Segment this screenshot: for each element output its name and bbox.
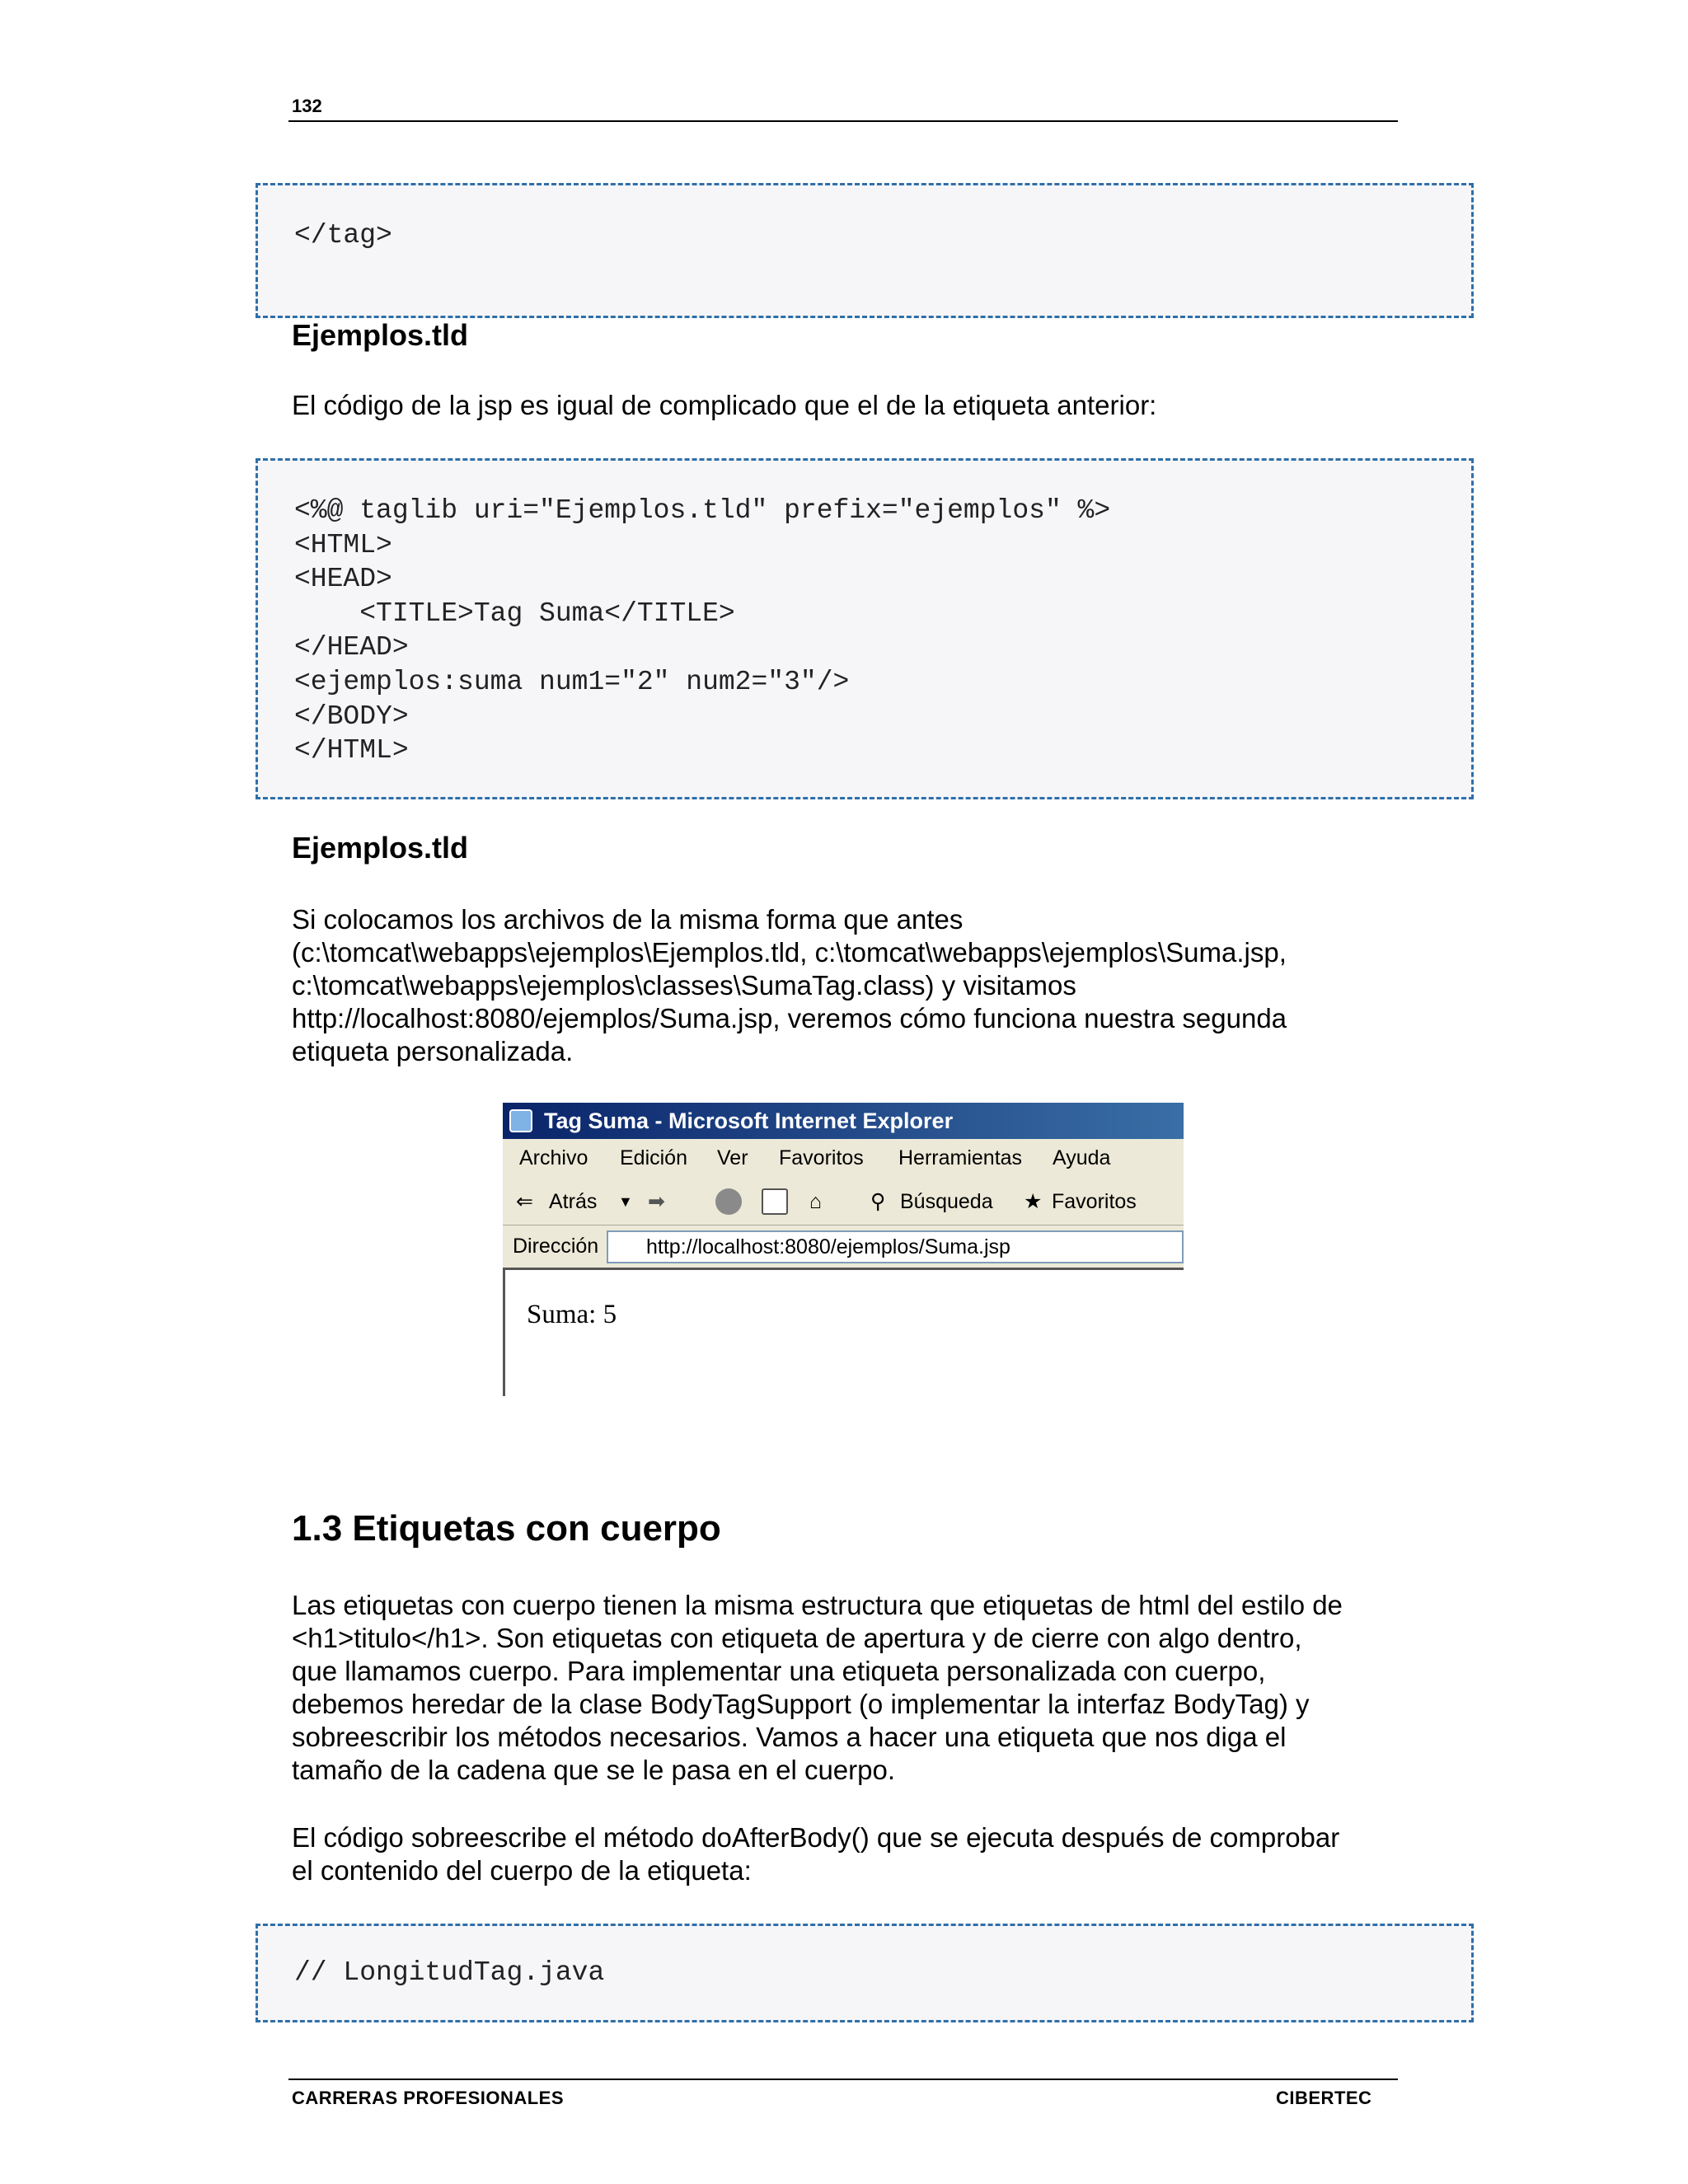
refresh-icon[interactable]	[762, 1188, 788, 1215]
footer-right: CIBERTEC	[1276, 2088, 1372, 2108]
paragraph-doafterbody: El código sobreescribe el método doAfterBody() que se ejecuta después de comprobar el contenido del cuerpo de la etiqueta:	[292, 1822, 1340, 1886]
result-text: Suma: 5	[527, 1300, 617, 1329]
page-number: 132	[292, 96, 322, 116]
heading-ejemplos-tld-2: Ejemplos.tld	[292, 831, 469, 865]
stop-icon[interactable]	[715, 1188, 742, 1215]
browser-title: Tag Suma - Microsoft Internet Explorer	[544, 1108, 954, 1133]
favorites-icon[interactable]: ★	[1024, 1190, 1043, 1213]
section-title: 1.3 Etiquetas con cuerpo	[292, 1508, 721, 1549]
paragraph-body-tags: Las etiquetas con cuerpo tienen la misma estructura que etiquetas de html del estilo de <h1>titulo</h1>. Son etiquetas con etiqueta de apertura y de cierre con algo dentro, que llamamos cuerpo. Para implementar una etiqueta personalizada con cuerpo, debemos heredar de la clase BodyTagSupport (o implementar la interfaz BodyTag) y sobreescribir los métodos necesarios. Vamos a hacer una etiqueta que nos diga el tamaño de la cadena que se le pasa en el cuerpo.	[292, 1590, 1343, 1785]
back-arrow-icon[interactable]: ⇐	[516, 1190, 533, 1213]
heading-ejemplos-tld-1: Ejemplos.tld	[292, 318, 469, 352]
browser-screenshot	[503, 1103, 1184, 1396]
menu-favoritos[interactable]: Favoritos	[779, 1146, 864, 1169]
menu-herramientas[interactable]: Herramientas	[898, 1146, 1023, 1169]
code-block-tag-close	[256, 183, 1474, 318]
header-rule	[288, 120, 1398, 122]
dropdown-arrow-icon[interactable]: ▼	[618, 1193, 633, 1210]
code-block-longitud	[256, 1924, 1474, 2022]
forward-arrow-icon[interactable]: ➡	[648, 1190, 665, 1213]
address-label: Dirección	[513, 1235, 599, 1258]
back-button-label[interactable]: Atrás	[549, 1190, 598, 1213]
paragraph-file-placement: Si colocamos los archivos de la misma forma que antes (c:\tomcat\webapps\ejemplos\Ejemplos.tld, c:\tomcat\webapps\ejemplos\Suma.jsp, c:\tomcat\webapps\ejemplos\classes\SumaTag.class) y visitamos http://localhost:8080/ejemplos/Suma.jsp, veremos cómo funciona nuestra segunda etiqueta personalizada.	[292, 904, 1287, 1066]
home-icon[interactable]: ⌂	[809, 1190, 823, 1213]
favorites-button-label[interactable]: Favoritos	[1052, 1190, 1137, 1213]
address-field[interactable]: http://localhost:8080/ejemplos/Suma.jsp	[607, 1230, 1184, 1263]
code-text: // LongitudTag.java	[294, 1957, 605, 1988]
search-button-label[interactable]: Búsqueda	[900, 1190, 993, 1213]
search-icon[interactable]: ⚲	[870, 1190, 886, 1213]
menu-archivo[interactable]: Archivo	[519, 1146, 588, 1169]
app-ie-icon	[509, 1109, 532, 1132]
browser-menu-bar	[503, 1139, 1184, 1177]
menu-ver[interactable]: Ver	[717, 1146, 748, 1169]
browser-content	[503, 1268, 1184, 1396]
code-text: </tag>	[294, 220, 392, 251]
footer-rule	[288, 2079, 1398, 2080]
code-block-jsp	[256, 458, 1474, 799]
menu-edicion[interactable]: Edición	[620, 1146, 687, 1169]
paragraph-intro-jsp: El código de la jsp es igual de complicado que el de la etiqueta anterior:	[292, 390, 1157, 420]
code-text: <%@ taglib uri="Ejemplos.tld" prefix="ejemplos" %> <HTML> <HEAD> <TITLE>Tag Suma</TITLE> </HEAD> <ejemplos:suma num1="2" num2="3"/> </BODY> </HTML>	[294, 495, 1111, 766]
browser-address-bar	[503, 1225, 1184, 1268]
browser-toolbar	[503, 1179, 1184, 1225]
footer-left: CARRERAS PROFESIONALES	[292, 2088, 565, 2108]
menu-ayuda[interactable]: Ayuda	[1053, 1146, 1111, 1169]
browser-title-bar	[503, 1103, 1184, 1139]
